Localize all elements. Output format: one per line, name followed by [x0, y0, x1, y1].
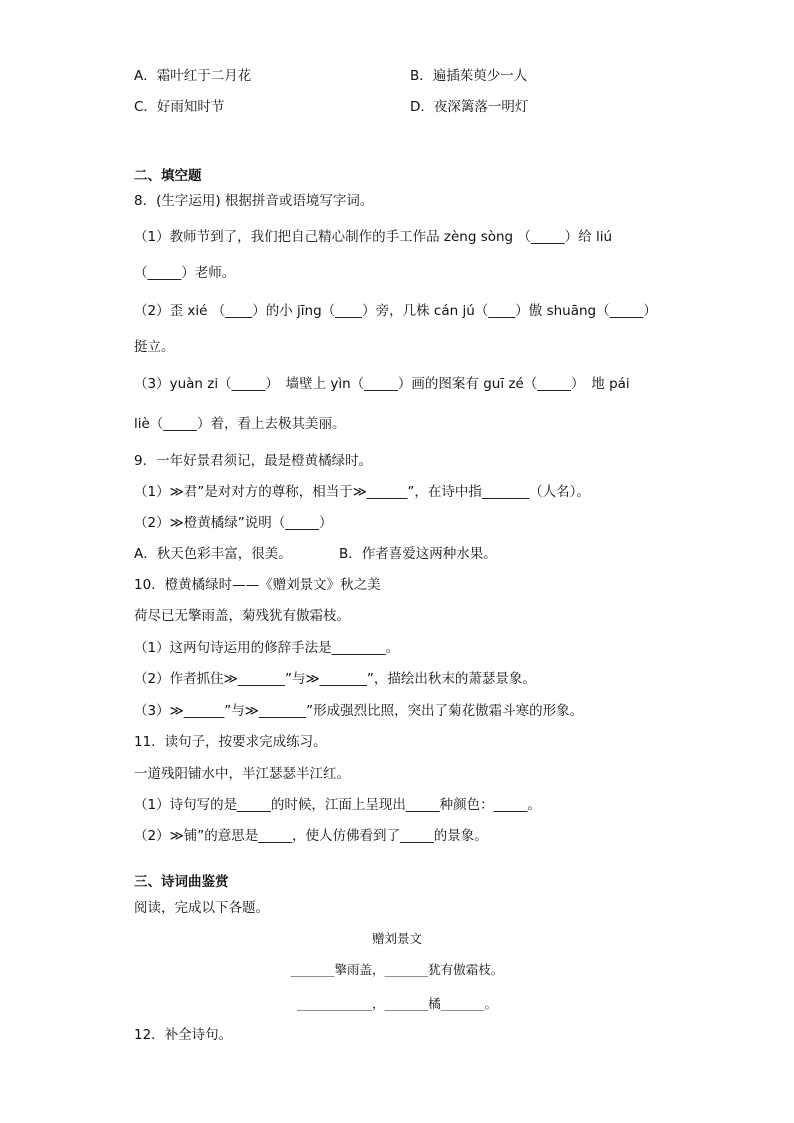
q10-sub1: （1）这两句诗运用的修辞手法是________。: [134, 640, 400, 656]
q10-stem: 10．橙黄橘绿时——《赠刘景文》秋之美: [134, 577, 381, 593]
q8-part3-line1: （3）yuàn zi（_____） 墙壁上 yìn（_____）画的图案有 guī zé（_____） 地 pái: [134, 376, 630, 392]
q8-part1-line2: （_____）老师。: [134, 265, 236, 281]
option-d: D．夜深篱落一明灯: [410, 99, 529, 115]
q9-sub1: （1）≫君”是对对方的尊称，相当于≫______”，在诗中指_______（人名）。: [134, 484, 590, 500]
section-heading-fill-in: 二、填空题: [134, 168, 202, 184]
q10-sub3: （3）≫______”与≫_______”形成强烈比照，突出了菊花傲霜斗寒的形象。: [134, 703, 584, 719]
option-c: C．好雨知时节: [134, 99, 225, 115]
option-a: A．霜叶红于二月花: [134, 68, 252, 84]
q8-part1-line1: （1）教师节到了，我们把自己精心制作的手工作品 zèng sòng （_____）给 liú: [134, 229, 612, 245]
q8-part2-line2: 挺立。: [134, 339, 175, 355]
q11-sub1: （1）诗句写的是_____的时候，江面上呈现出_____种颜色：_____。: [134, 797, 541, 813]
q9-sub2: （2）≫橙黄橘绿”说明（_____）: [134, 515, 333, 531]
q12-stem: 12．补全诗句。: [134, 1027, 233, 1043]
q10-sub2: （2）作者抓住≫_______”与≫_______”，描绘出秋末的萧瑟景象。: [134, 671, 536, 687]
q9-options: A．秋天色彩丰富，很美。 B．作者喜爱这两种水果。: [134, 546, 497, 562]
section-heading-poetry: 三、诗词曲鉴赏: [134, 874, 229, 890]
q10-poem-text: 荷尽已无擎雨盖，菊残犹有傲霜枝。: [134, 608, 350, 624]
option-b: B．遍插茱萸少一人: [410, 68, 528, 84]
section3-intro: 阅读，完成以下各题。: [134, 900, 269, 916]
poem-line-2: ____________，_______橘_______。: [296, 996, 497, 1011]
poem-line-1: _______擎雨盖，_______犹有傲霜枝。: [290, 962, 504, 977]
q11-stem: 11．读句子，按要求完成练习。: [134, 734, 327, 750]
q11-sub2: （2）≫铺”的意思是_____，使人仿佛看到了_____的景象。: [134, 828, 488, 844]
q9-stem: 9．一年好景君须记，最是橙黄橘绿时。: [134, 453, 373, 469]
q8-stem: 8．(生字运用) 根据拼音或语境写字词。: [134, 193, 374, 209]
q11-poem-text: 一道残阳铺水中，半江瑟瑟半江红。: [134, 766, 350, 782]
q8-part3-line2: liè（_____）着，看上去极其美丽。: [134, 416, 346, 432]
poem-title: 赠刘景文: [371, 931, 422, 946]
q8-part2-line1: （2）歪 xié （____）的小 jīng（____）旁，几株 cán jú（____）傲 shuāng（_____）: [134, 303, 657, 319]
